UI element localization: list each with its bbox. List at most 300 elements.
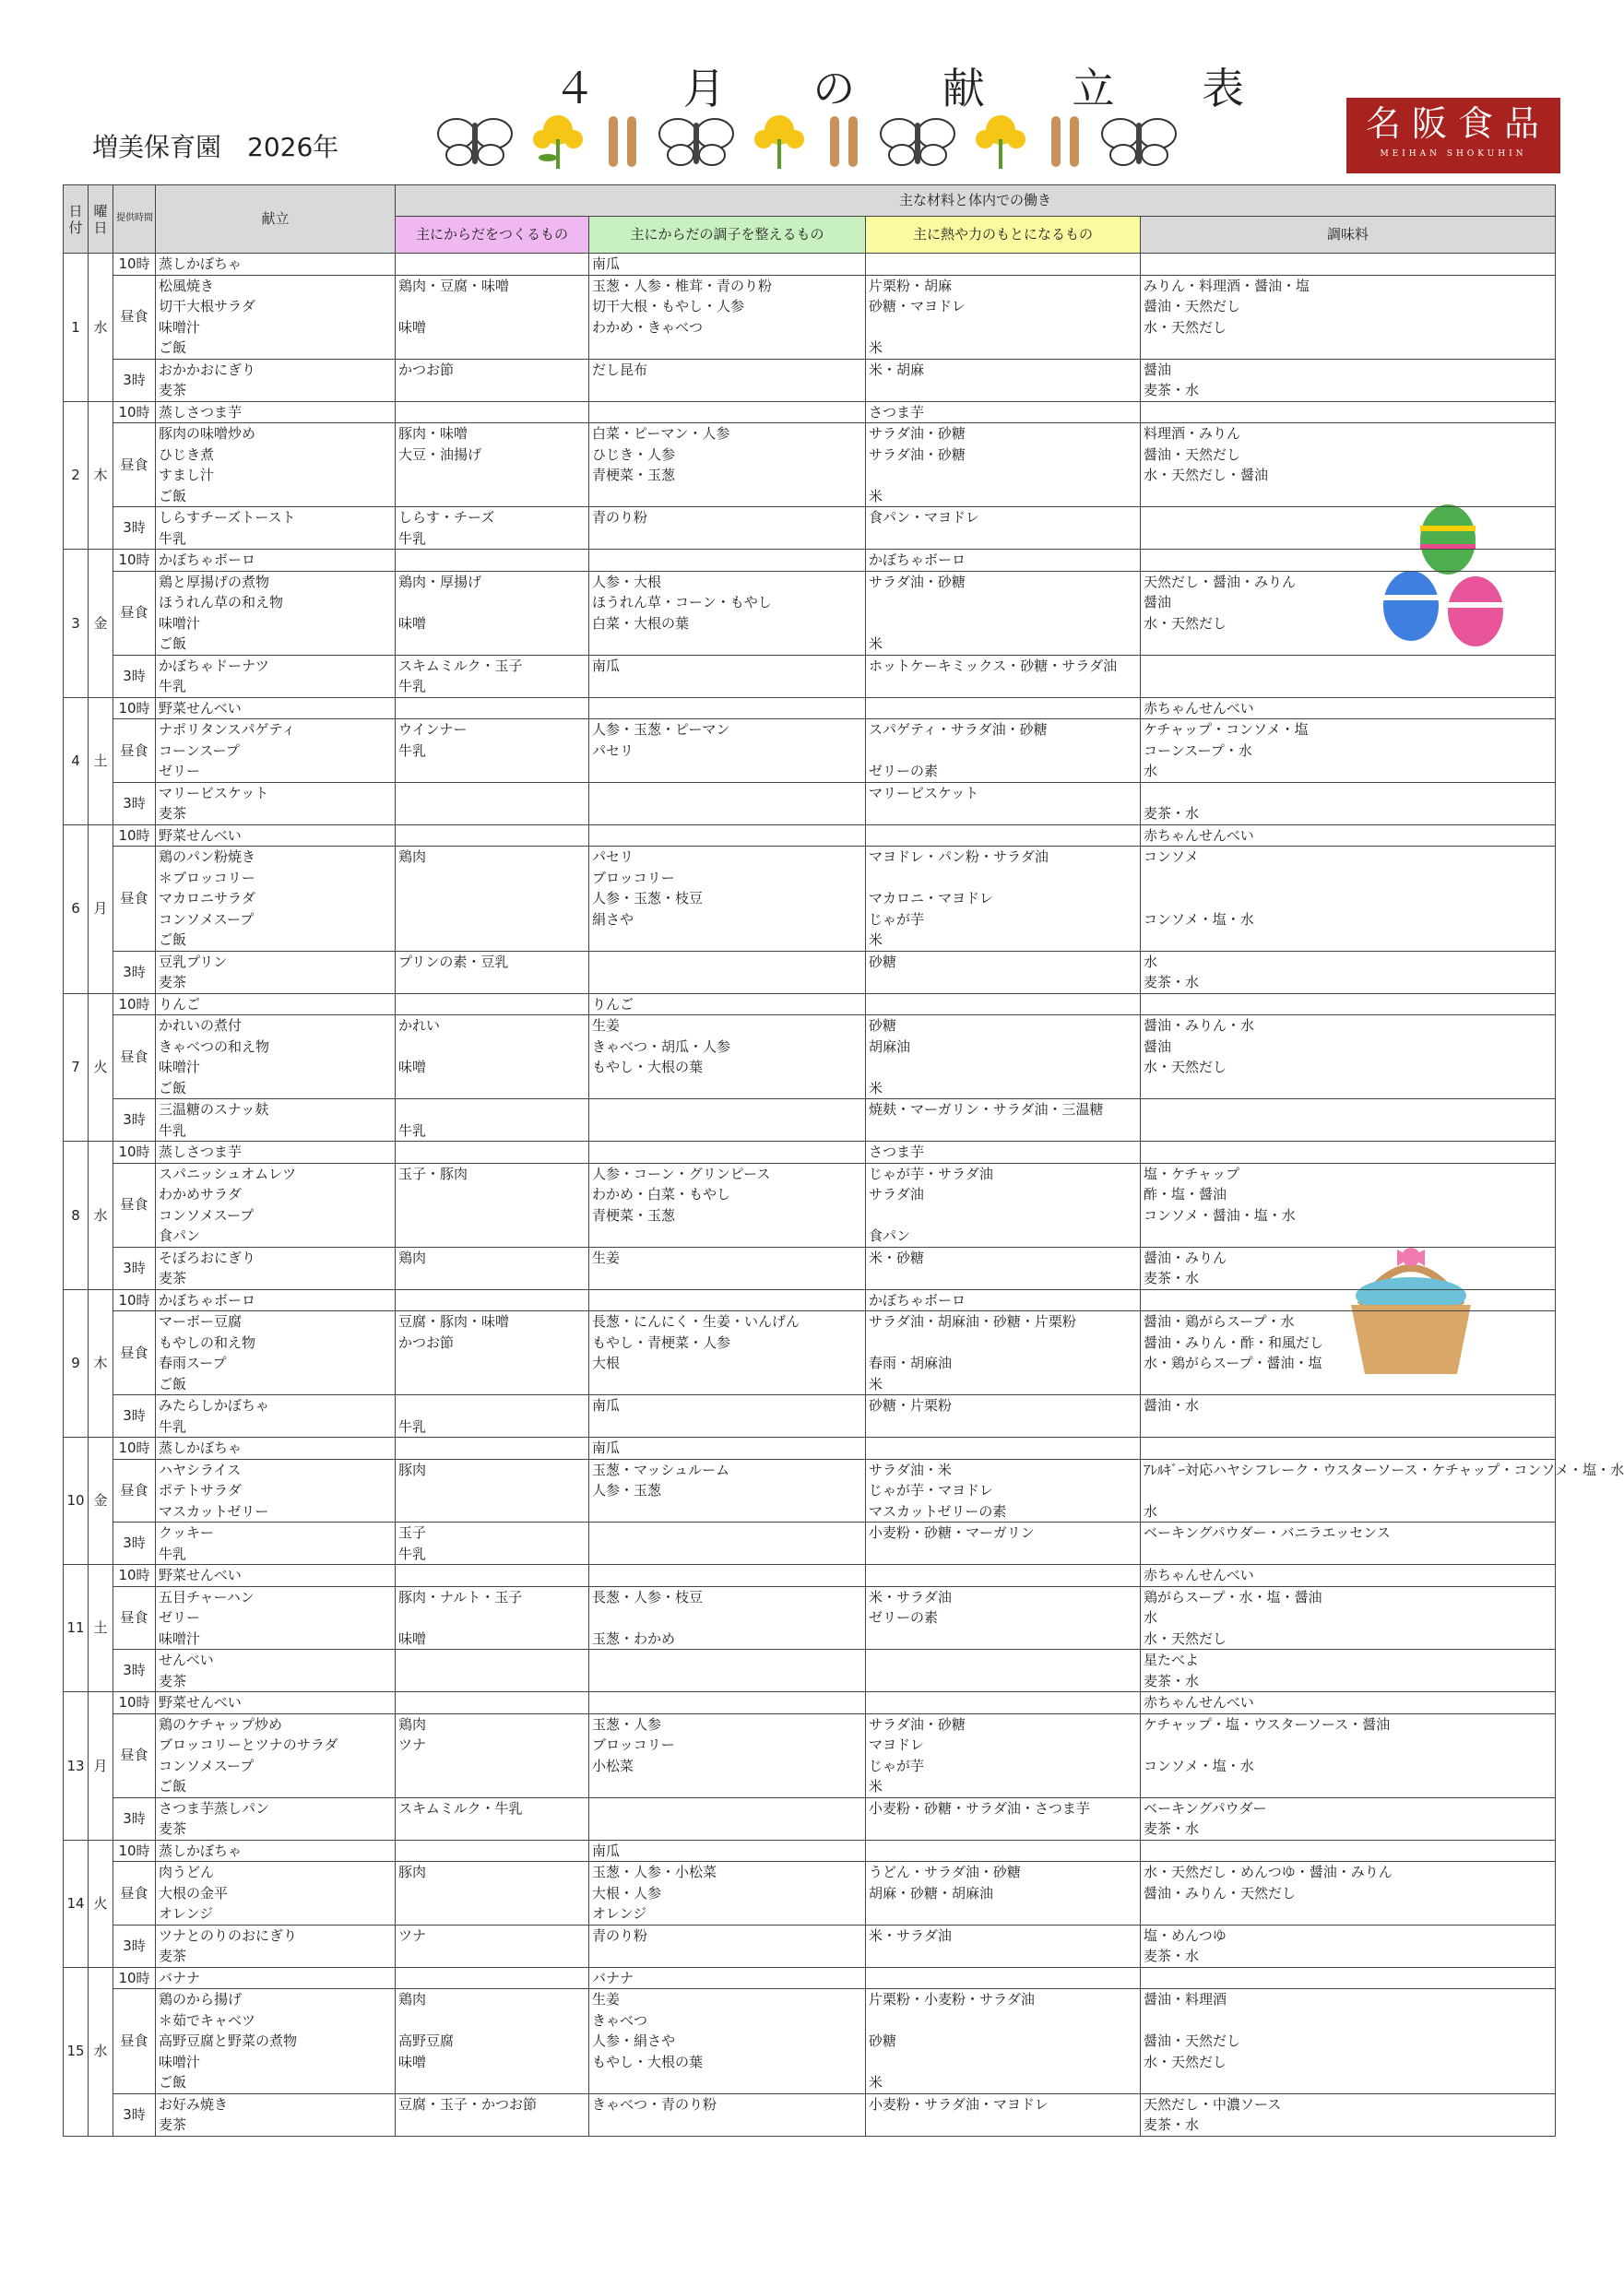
header-time: 提供時間: [113, 185, 156, 254]
table-row: [64, 423, 1556, 507]
body-building-cell-line: [398, 1501, 586, 1523]
table-row: [64, 655, 1556, 697]
energy-cell-line: [869, 1841, 1137, 1862]
seasoning-cell-line: 醤油・みりん・酢・和風だし: [1144, 1333, 1324, 1351]
body-building-cell-line: 高野豆腐: [398, 2032, 455, 2049]
body-building-cell-line: [398, 761, 586, 782]
energy-cell-line: [869, 803, 1137, 824]
energy-cell-line: さつま芋: [869, 403, 925, 421]
body-building-cell: [396, 1862, 589, 1926]
table-row: [64, 1163, 1556, 1247]
table-row: [64, 1692, 1556, 1714]
energy-cell-line: サラダ油: [869, 1186, 924, 1203]
menu-cell-line: 麦茶: [159, 382, 187, 398]
day-date: 13: [64, 1692, 89, 1841]
menu-cell: [156, 1438, 396, 1460]
energy-cell-line: サラダ油・砂糖: [869, 573, 966, 590]
table-row: [64, 1247, 1556, 1289]
conditioning-cell: [589, 254, 866, 276]
seasoning-cell-line: 水: [1144, 1502, 1158, 1520]
table-row: [64, 824, 1556, 847]
body-building-cell-line: [398, 1883, 586, 1904]
body-building-cell: [396, 1142, 589, 1164]
seasoning-cell: [1141, 824, 1556, 847]
energy-cell-line: 片栗粉・胡麻: [869, 277, 953, 294]
day-date: 8: [64, 1142, 89, 1290]
menu-cell-line: 蒸しかぼちゃ: [159, 255, 243, 272]
menu-cell-line: ひじき煮: [159, 445, 215, 463]
conditioning-cell-line: 切干大根・もやし・人参: [592, 298, 745, 314]
menu-cell-line: スパニッシュオムレツ: [159, 1165, 297, 1182]
menu-cell-line: ハヤシライス: [159, 1461, 242, 1478]
seasoning-cell: [1141, 1967, 1556, 1989]
menu-cell: [156, 1163, 396, 1247]
seasoning-cell-line: ケチャップ・塩・ウスターソース・醤油: [1144, 1715, 1391, 1733]
seasoning-cell-line: [1144, 1290, 1552, 1311]
menu-cell-line: 高野豆腐と野菜の煮物: [159, 2032, 298, 2049]
conditioning-cell-line: 青梗菜・玉葱: [592, 1206, 676, 1224]
header-menu: 献立: [156, 185, 396, 254]
energy-cell-line: [869, 1205, 1137, 1226]
conditioning-cell-line: 玉葱・マッシュルーム: [592, 1461, 730, 1478]
energy-cell: [866, 1713, 1141, 1797]
body-building-cell-line: [398, 402, 586, 423]
seasoning-cell: [1141, 1925, 1556, 1967]
seasoning-cell-line: 醤油: [1144, 594, 1172, 610]
seasoning-cell: [1141, 1989, 1556, 2094]
menu-cell-line: コンソメスープ: [159, 1757, 255, 1774]
seasoning-cell-line: 水・天然だし・醤油: [1144, 467, 1269, 483]
seasoning-cell-line: 天然だし・中濃ソース: [1144, 2095, 1282, 2113]
menu-cell: [156, 1565, 396, 1587]
body-building-cell: [396, 1989, 589, 2094]
seasoning-cell-line: 水: [1144, 763, 1158, 779]
energy-cell-line: [869, 1120, 1137, 1142]
meal-time: 3時: [113, 1395, 156, 1438]
conditioning-cell: [589, 1459, 866, 1523]
seasoning-cell-line: ベーキングパウダー・バニラエッセンス: [1144, 1524, 1391, 1541]
body-building-cell-line: かつお節: [398, 361, 455, 378]
conditioning-cell-line: 南瓜: [592, 255, 621, 272]
energy-cell-line: 米: [869, 1375, 883, 1392]
energy-cell-line: じゃが芋・サラダ油: [869, 1165, 993, 1182]
energy-cell: [866, 1459, 1141, 1523]
conditioning-cell-line: 人参・絹さや: [592, 2032, 676, 2049]
conditioning-cell-line: [592, 676, 862, 697]
day-of-week: 土: [89, 1565, 113, 1692]
menu-cell: [156, 1925, 396, 1967]
meal-time: 昼食: [113, 1459, 156, 1523]
seasoning-cell-line: 醤油・水: [1144, 1397, 1200, 1414]
body-building-cell-line: 豆腐・玉子・かつお節: [398, 2095, 538, 2113]
menu-cell-line: かぼちゃボーロ: [159, 551, 256, 568]
body-building-cell-line: [398, 803, 586, 824]
body-building-cell: [396, 2093, 589, 2136]
meal-time: 10時: [113, 401, 156, 423]
seasoning-cell-line: [1144, 676, 1552, 697]
energy-cell: [866, 847, 1141, 952]
menu-cell-line: 蒸しかぼちゃ: [159, 1842, 243, 1859]
seasoning-cell: [1141, 655, 1556, 697]
body-building-cell-line: 味噌: [398, 1059, 427, 1075]
conditioning-cell: [589, 401, 866, 423]
energy-cell-line: 胡麻・砂糖・胡麻油: [869, 1884, 994, 1902]
conditioning-cell-line: [592, 1078, 862, 1099]
seasoning-cell: [1141, 1289, 1556, 1311]
body-building-cell-line: 豚肉・味噌: [398, 425, 468, 442]
day-of-week: 金: [89, 550, 113, 698]
flower-icon: [526, 112, 590, 172]
energy-cell-line: [869, 1544, 1137, 1565]
seasoning-cell-line: 水・天然だし: [1144, 1629, 1227, 1647]
menu-cell: [156, 1650, 396, 1692]
conditioning-cell-line: オレンジ: [592, 1905, 647, 1922]
menu-cell-line: ご飯: [159, 2074, 187, 2091]
body-building-cell-line: [398, 1903, 586, 1925]
conditioning-cell-line: 人参・大根: [592, 573, 662, 590]
menu-cell: [156, 719, 396, 783]
meal-time: 昼食: [113, 275, 156, 359]
conditioning-cell: [589, 719, 866, 783]
energy-cell-line: 小麦粉・サラダ油・マヨドレ: [869, 2095, 1049, 2113]
menu-cell-line: 味噌汁: [159, 1059, 201, 1075]
conditioning-cell: [589, 1247, 866, 1289]
day-date: 10: [64, 1438, 89, 1565]
conditioning-cell: [589, 1099, 866, 1142]
meal-time: 昼食: [113, 1989, 156, 2094]
conditioning-cell-line: [592, 1607, 862, 1629]
day-date: 6: [64, 824, 89, 993]
menu-cell: [156, 1713, 396, 1797]
energy-cell-line: [869, 1650, 1137, 1671]
energy-cell-line: 米・サラダ油: [869, 1588, 952, 1606]
seasoning-cell-line: 星たべよ: [1144, 1652, 1200, 1668]
conditioning-cell-line: わかめ・白菜・もやし: [592, 1186, 731, 1203]
conditioning-cell: [589, 1989, 866, 2094]
meal-time: 昼食: [113, 1586, 156, 1650]
body-building-cell-line: 鶏肉: [398, 848, 427, 865]
conditioning-cell-line: 南瓜: [592, 1397, 621, 1414]
body-building-cell-line: [398, 825, 586, 847]
menu-cell: [156, 1289, 396, 1311]
conditioning-cell: [589, 824, 866, 847]
body-building-cell: [396, 951, 589, 993]
conditioning-cell-line: ほうれん草・コーン・もやし: [592, 594, 772, 610]
energy-cell: [866, 401, 1141, 423]
meal-time: 昼食: [113, 1311, 156, 1395]
energy-cell: [866, 1565, 1141, 1587]
body-building-cell: [396, 550, 589, 572]
menu-cell-line: 食パン: [159, 1227, 201, 1244]
day-of-week: 水: [89, 1142, 113, 1290]
conditioning-cell-line: 人参・玉葱: [592, 1482, 662, 1499]
butterfly-icon: [876, 113, 959, 169]
table-row: [64, 550, 1556, 572]
energy-cell-line: 米: [869, 2074, 883, 2091]
seasoning-cell: [1141, 507, 1556, 550]
conditioning-cell-line: [592, 803, 862, 824]
energy-cell-line: 米: [869, 635, 883, 652]
body-building-cell: [396, 1523, 589, 1565]
seasoning-cell-line: [1144, 338, 1552, 359]
seasoning-cell-line: 塩・ケチャップ: [1144, 1165, 1239, 1182]
body-building-cell-line: 鶏肉: [398, 1715, 427, 1733]
seasoning-cell-line: [1144, 1142, 1552, 1163]
conditioning-cell: [589, 1925, 866, 1967]
seasoning-cell-line: [1144, 1226, 1552, 1247]
energy-cell-line: [869, 972, 1137, 993]
body-building-cell-line: [398, 465, 586, 486]
energy-cell-line: [869, 1333, 1137, 1354]
menu-cell: [156, 1692, 396, 1714]
menu-cell-line: ＊茹でキャベツ: [159, 2011, 256, 2029]
conditioning-cell: [589, 275, 866, 359]
conditioning-cell-line: [592, 1692, 862, 1713]
body-building-cell-line: [398, 1037, 586, 1058]
energy-cell-line: マスカットゼリーの素: [869, 1502, 1007, 1520]
energy-cell: [866, 254, 1141, 276]
menu-cell-line: 牛乳: [159, 1417, 187, 1435]
energy-cell-line: さつま芋: [869, 1144, 925, 1160]
seasoning-cell-line: [1144, 994, 1552, 1015]
energy-cell: [866, 1692, 1141, 1714]
body-building-cell-line: [398, 1607, 586, 1629]
body-building-cell-line: [398, 592, 586, 613]
seasoning-cell: [1141, 1840, 1556, 1862]
body-building-cell-line: 豚肉: [398, 1461, 427, 1478]
decoration-row: [433, 109, 1227, 173]
energy-cell-line: [869, 1438, 1137, 1459]
conditioning-cell: [589, 1862, 866, 1926]
meal-time: 10時: [113, 1289, 156, 1311]
menu-cell-line: ゼリー: [159, 1609, 201, 1626]
conditioning-cell-line: 人参・玉葱・ピーマン: [592, 721, 730, 738]
menu-cell-line: せんべい: [159, 1652, 214, 1668]
table-row: [64, 1459, 1556, 1523]
energy-cell-line: 米: [869, 931, 883, 948]
seasoning-cell-line: [1144, 1120, 1552, 1142]
energy-cell-line: かぼちゃボーロ: [869, 551, 966, 568]
energy-cell-line: マヨドレ・パン粉・サラダ油: [869, 848, 1049, 865]
body-building-cell-line: [398, 1946, 586, 1967]
menu-cell-line: 麦茶: [159, 1948, 187, 1964]
body-building-cell: [396, 1797, 589, 1840]
meal-time: 10時: [113, 824, 156, 847]
body-building-cell: [396, 423, 589, 507]
menu-cell-line: 大根の金平: [159, 1884, 229, 1902]
body-building-cell-line: [398, 1184, 586, 1205]
seasoning-cell: [1141, 1797, 1556, 1840]
energy-cell: [866, 782, 1141, 824]
conditioning-cell: [589, 550, 866, 572]
menu-cell: [156, 1247, 396, 1289]
conditioning-cell: [589, 1692, 866, 1714]
conditioning-cell-line: パセリ: [592, 741, 634, 759]
seasoning-cell-line: [1144, 2010, 1552, 2032]
energy-cell-line: [869, 1671, 1137, 1692]
body-building-cell-line: [398, 1353, 586, 1374]
seasoning-cell: [1141, 1862, 1556, 1926]
body-building-cell-line: [398, 2072, 586, 2093]
seasoning-cell-line: 赤ちゃんせんべい: [1144, 1694, 1254, 1711]
butterfly-icon: [1097, 113, 1180, 169]
menu-cell-line: ほうれん草の和え物: [159, 594, 284, 610]
conditioning-cell-line: 生姜: [592, 1249, 621, 1266]
seasoning-cell-line: [1144, 1480, 1552, 1501]
conditioning-cell: [589, 1797, 866, 1840]
day-date: 15: [64, 1967, 89, 2136]
conditioning-cell: [589, 1565, 866, 1587]
menu-cell-line: ＊ブロッコリー: [159, 869, 255, 886]
seasoning-cell: [1141, 275, 1556, 359]
seasoning-cell-line: [1144, 783, 1552, 804]
energy-cell-line: 米: [869, 487, 883, 504]
body-building-cell: [396, 1163, 589, 1247]
seasoning-cell-line: 塩・めんつゆ: [1144, 1926, 1227, 1944]
seasoning-cell-line: [1144, 888, 1552, 909]
table-row: [64, 1989, 1556, 2094]
conditioning-cell-line: [592, 486, 862, 507]
table-row: [64, 697, 1556, 719]
seasoning-cell: [1141, 719, 1556, 783]
energy-cell: [866, 697, 1141, 719]
menu-cell-line: ご飯: [159, 931, 187, 948]
energy-cell: [866, 2093, 1141, 2136]
menu-cell-line: 蒸しさつま芋: [159, 1144, 243, 1160]
seasoning-cell: [1141, 1523, 1556, 1565]
conditioning-cell-line: 南瓜: [592, 1842, 621, 1859]
menu-cell-line: 鶏のパン粉焼き: [159, 848, 256, 865]
seasoning-cell-line: [1144, 1544, 1552, 1565]
seasoning-cell-line: 醤油・みりん・天然だし: [1144, 1884, 1297, 1902]
menu-cell: [156, 1459, 396, 1523]
table-row: [64, 2093, 1556, 2136]
butterfly-icon: [655, 113, 738, 169]
conditioning-cell-line: わかめ・きゃべつ: [592, 318, 704, 336]
conditioning-cell-line: きゃべつ: [592, 2011, 648, 2029]
energy-cell-line: かぼちゃボーロ: [869, 1291, 966, 1309]
seasoning-cell: [1141, 951, 1556, 993]
table-row: [64, 1142, 1556, 1164]
conditioning-cell-line: [592, 1565, 862, 1586]
meal-time: 昼食: [113, 1163, 156, 1247]
conditioning-cell: [589, 951, 866, 993]
conditioning-cell-line: 長葱・にんにく・生姜・いんげん: [592, 1313, 800, 1330]
menu-cell: [156, 571, 396, 655]
menu-cell-line: 切干大根サラダ: [159, 298, 255, 314]
meal-time: 10時: [113, 254, 156, 276]
seasoning-cell: [1141, 993, 1556, 1015]
body-building-cell: [396, 1459, 589, 1523]
flower-icon: [747, 112, 812, 172]
menu-cell-line: かぼちゃドーナツ: [159, 657, 269, 674]
body-building-cell: [396, 782, 589, 824]
body-building-cell: [396, 1099, 589, 1142]
day-of-week: 火: [89, 1840, 113, 1967]
school-name: 増美保育園 2026年: [92, 132, 339, 162]
menu-cell-line: ブロッコリーとツナのサラダ: [159, 1736, 338, 1753]
conditioning-cell: [589, 1395, 866, 1438]
seasoning-cell-line: [1144, 1735, 1552, 1756]
seasoning-cell-line: 醤油・鶏がらスープ・水: [1144, 1313, 1295, 1330]
day-date: 14: [64, 1840, 89, 1967]
conditioning-cell-line: きゃべつ・胡瓜・人参: [592, 1037, 731, 1055]
menu-cell: [156, 1840, 396, 1862]
meal-time: 10時: [113, 1967, 156, 1989]
energy-cell-line: [869, 1946, 1137, 1967]
table-row: [64, 1840, 1556, 1862]
table-row: [64, 1438, 1556, 1460]
menu-cell-line: バナナ: [159, 1969, 201, 1986]
body-building-cell-line: 味噌: [398, 1629, 427, 1647]
energy-cell: [866, 1586, 1141, 1650]
seasoning-cell: [1141, 1713, 1556, 1797]
energy-cell: [866, 824, 1141, 847]
conditioning-cell-line: 白菜・ピーマン・人参: [592, 425, 730, 442]
meal-time: 3時: [113, 1247, 156, 1289]
menu-cell-line: すまし汁: [159, 467, 215, 483]
menu-cell-line: さつま芋蒸しパン: [159, 1799, 270, 1817]
conditioning-cell-line: だし昆布: [592, 361, 648, 378]
menu-cell-line: もやしの和え物: [159, 1333, 256, 1351]
day-of-week: 木: [89, 1289, 113, 1438]
menu-cell-line: 蒸しかぼちゃ: [159, 1440, 243, 1456]
energy-cell-line: [869, 868, 1137, 889]
seasoning-cell: [1141, 1565, 1556, 1587]
menu-cell-line: 牛乳: [159, 678, 187, 694]
table-row: [64, 1713, 1556, 1797]
energy-cell-line: [869, 1968, 1137, 1989]
meal-time: 3時: [113, 507, 156, 550]
body-building-cell: [396, 1713, 589, 1797]
meal-time: 3時: [113, 782, 156, 824]
menu-cell-line: マスカットゼリー: [159, 1502, 269, 1520]
conditioning-cell-line: [592, 634, 862, 655]
body-building-cell-line: [398, 1776, 586, 1797]
conditioning-cell-line: りんご: [592, 995, 634, 1013]
seasoning-cell-line: 醤油・天然だし: [1144, 445, 1241, 463]
menu-cell: [156, 1586, 396, 1650]
seasoning-cell: [1141, 1099, 1556, 1142]
conditioning-cell-line: 絹さや: [592, 910, 634, 928]
energy-cell: [866, 507, 1141, 550]
conditioning-cell-line: [592, 1650, 862, 1671]
body-building-cell: [396, 359, 589, 401]
energy-cell-line: 砂糖: [869, 953, 897, 970]
seasoning-cell-line: 醤油・料理酒: [1144, 1991, 1227, 2008]
energy-cell-line: 春雨・胡麻油: [869, 1355, 953, 1371]
conditioning-cell-line: 人参・コーン・グリンピース: [592, 1165, 771, 1182]
day-of-week: 月: [89, 1692, 113, 1841]
body-building-cell-line: [398, 783, 586, 804]
seasoning-cell-line: [1144, 528, 1552, 550]
header-body-building: 主にからだをつくるもの: [396, 217, 589, 254]
body-building-cell-line: [398, 1819, 586, 1840]
seasoning-cell-line: 麦茶・水: [1144, 1948, 1200, 1964]
day-date: 1: [64, 254, 89, 402]
seasoning-cell-line: [1144, 868, 1552, 889]
seasoning-cell-line: [1144, 1416, 1552, 1438]
energy-cell-line: 小麦粉・砂糖・マーガリン: [869, 1524, 1035, 1541]
menu-cell: [156, 1862, 396, 1926]
energy-cell-line: サラダ油・米: [869, 1461, 952, 1478]
body-building-cell-line: [398, 868, 586, 889]
body-building-cell-line: 鶏肉: [398, 1249, 427, 1266]
body-building-cell-line: [398, 1841, 586, 1862]
body-building-cell-line: [398, 1099, 586, 1120]
meal-time: 3時: [113, 1797, 156, 1840]
body-building-cell-line: 牛乳: [398, 678, 427, 694]
